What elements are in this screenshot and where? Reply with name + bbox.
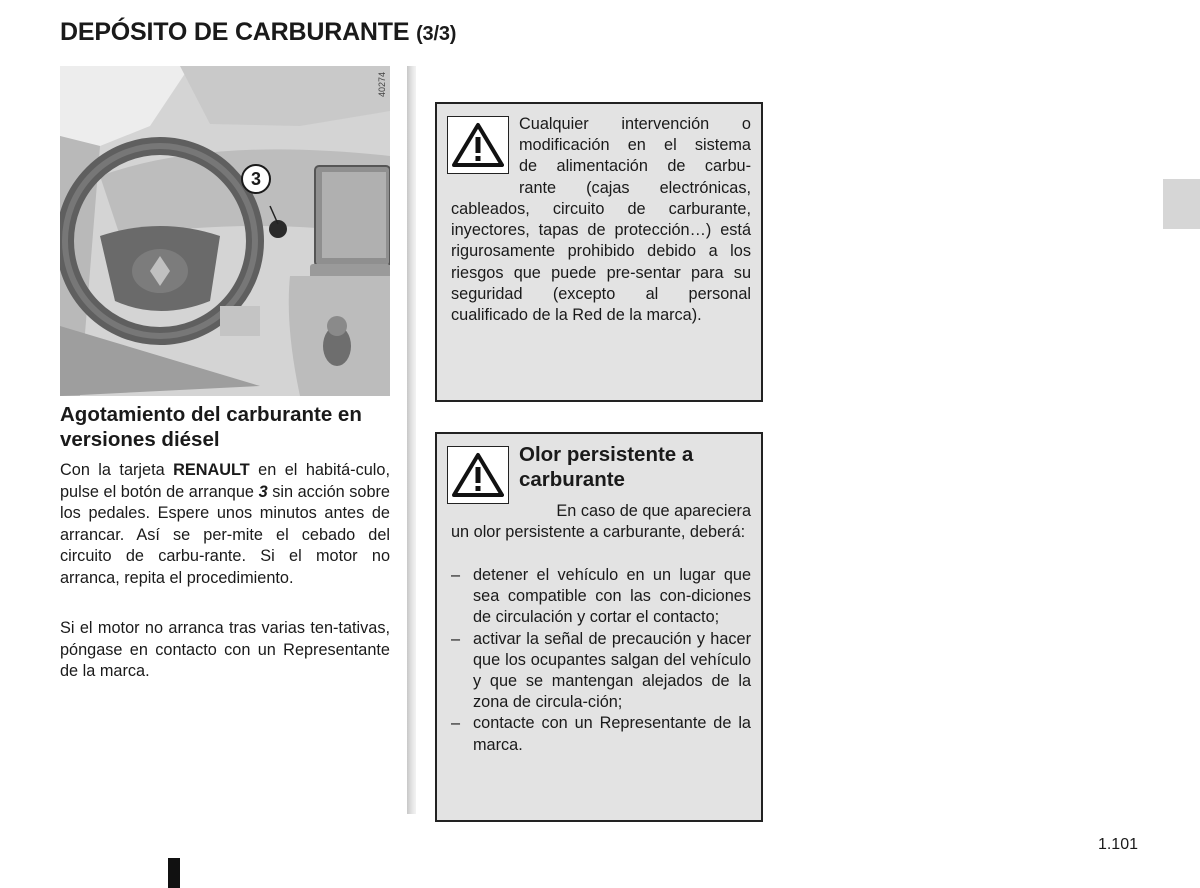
column-divider: [407, 66, 416, 814]
warning-triangle-icon: [447, 116, 509, 174]
brand-name: RENAULT: [173, 461, 250, 479]
section-tab-marker: [1163, 179, 1200, 229]
warning1-line-3: de alimentación de carbu-: [519, 157, 751, 176]
dashboard-illustration: [60, 66, 390, 396]
figure-reference-code: 40274: [377, 72, 387, 98]
warning1-line-4: rante (cajas electrónicas,: [519, 178, 751, 197]
page-title: [60, 18, 456, 47]
warning-box-intervention: [435, 102, 763, 402]
list-item: – activar la señal de precaución y hacer que los ocupantes salgan del vehículo y que se mantengan alejados de la zona de circula-ción;: [451, 629, 751, 714]
button-reference: 3: [258, 482, 268, 501]
warning2-heading: Olor persistente a carburante: [519, 443, 694, 491]
title-part: (3/3): [416, 23, 457, 45]
edge-marker: [168, 858, 180, 888]
warning2-list: [451, 565, 751, 756]
section-heading: Agotamiento del carburante en versiones diésel: [60, 403, 362, 451]
warning2-intro-line: En caso de que apareciera: [556, 502, 751, 520]
steering-wheel-dashboard-drawing: [60, 66, 390, 396]
warning1-line-2: modificación en el sistema: [519, 136, 751, 155]
body-paragraph-2: Si el motor no arranca tras varias ten-tativas, póngase en contacto con un Representante de la marca.: [60, 619, 390, 680]
paragraph1-part-a: Con la tarjeta: [60, 461, 174, 479]
warning1-intro: [519, 114, 751, 199]
list-item: – detener el vehículo en un lugar que sea compatible con las con-diciones de circulación y cortar el contacto;: [451, 565, 751, 629]
title-text: DEPÓSITO DE CARBURANTE: [60, 18, 410, 46]
warning1-body: cableados, circuito de carburante, inyectores, tapas de protección…) está rigurosamente prohibido debido a los riesgos que puede pre-sentar para su seguridad (excepto al personal cualificado de la Red de la marca).: [451, 200, 751, 325]
page-number: 1.101: [1097, 836, 1138, 853]
paragraph1-part-c: sin acción sobre los pedales. Espere unos minutos antes de arrancar. Así se per-mite el cebado del circuito de carbu-rante. Si el motor no arranca, repita el procedimiento.: [60, 482, 390, 587]
list-item: – contacte con un Representante de la marca.: [451, 713, 751, 755]
warning1-line-1: Cualquier intervención o: [519, 115, 751, 133]
paragraph1-part-b: en el habitá-culo, pulse el botón de arranque: [60, 461, 390, 501]
warning2-intro-rest: un olor persistente a carburante, deberá:: [451, 523, 746, 541]
warning-triangle-icon: [447, 446, 509, 504]
body-paragraph-1: [60, 460, 390, 589]
warning-box-fuel-odor: [435, 432, 763, 822]
callout-marker: 3: [241, 164, 271, 194]
